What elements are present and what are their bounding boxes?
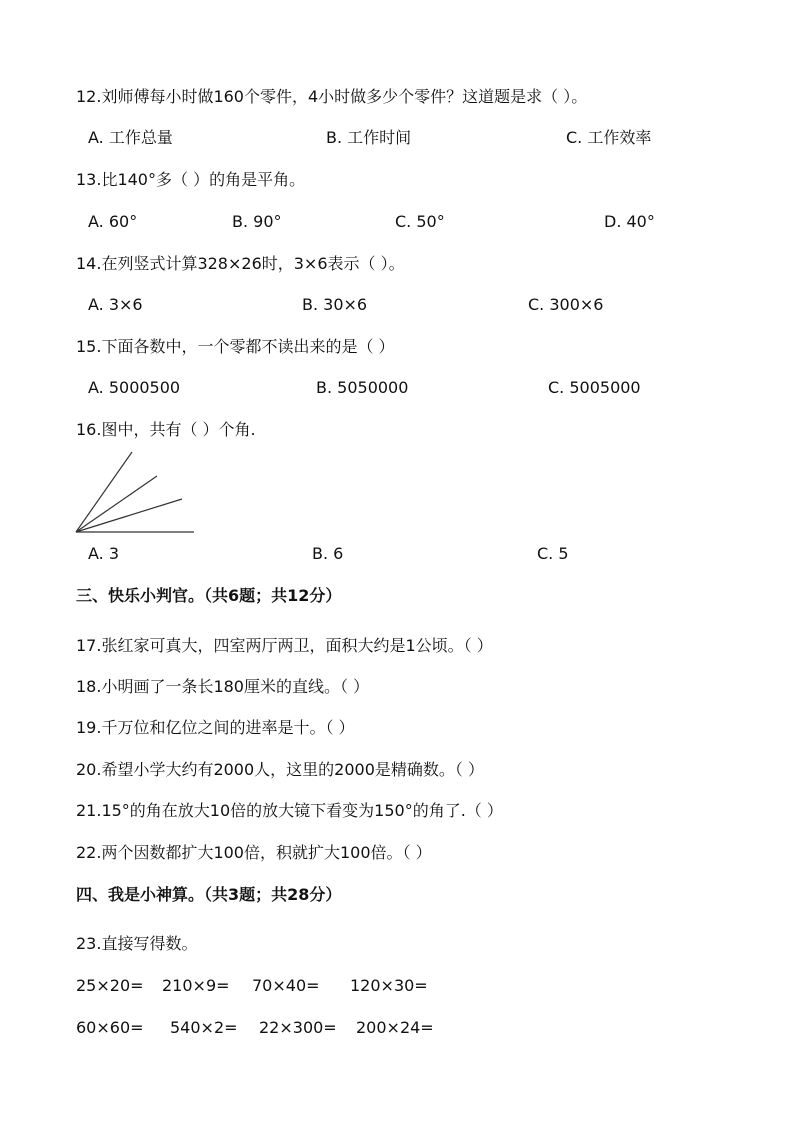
q13-option-a: A. 60° — [88, 212, 138, 231]
angle-ray-1 — [76, 499, 182, 532]
question-19: 19.千万位和亿位之间的进率是十。（ ） — [76, 718, 355, 737]
q12-option-a: A. 工作总量 — [88, 128, 173, 147]
calc-item: 25×20= — [76, 976, 144, 995]
calc-item: 70×40= — [252, 976, 320, 995]
q13-option-c: C. 50° — [395, 212, 445, 231]
question-23: 23.直接写得数。 — [76, 934, 198, 953]
section-3-title: 三、快乐小判官。（共6题；共12分） — [76, 586, 342, 605]
calc-item: 540×2= — [170, 1018, 238, 1037]
q14-option-a: A. 3×6 — [88, 295, 143, 314]
section-4-title: 四、我是小神算。（共3题；共28分） — [76, 885, 342, 904]
q15-option-b: B. 5050000 — [316, 378, 409, 397]
question-17: 17.张红家可真大，四室两厅两卫，面积大约是1公顷。（ ） — [76, 636, 493, 655]
calc-item: 120×30= — [350, 976, 428, 995]
q12-option-c: C. 工作效率 — [566, 128, 652, 147]
q13-option-b: B. 90° — [232, 212, 282, 231]
question-13: 13.比140°多（ ）的角是平角。 — [76, 170, 306, 189]
q15-option-a: A. 5000500 — [88, 378, 181, 397]
q16-option-b: B. 6 — [312, 544, 344, 563]
q13-option-d: D. 40° — [604, 212, 655, 231]
angle-ray-3 — [76, 452, 132, 532]
q14-option-c: C. 300×6 — [528, 295, 604, 314]
question-20: 20.希望小学大约有2000人，这里的2000是精确数。（ ） — [76, 760, 484, 779]
question-15: 15.下面各数中，一个零都不读出来的是（ ） — [76, 337, 395, 356]
q16-option-c: C. 5 — [537, 544, 569, 563]
q12-option-b: B. 工作时间 — [326, 128, 412, 147]
calc-item: 200×24= — [356, 1018, 434, 1037]
q16-option-a: A. 3 — [88, 544, 120, 563]
question-21: 21.15°的角在放大10倍的放大镜下看变为150°的角了.（ ） — [76, 801, 503, 820]
question-18: 18.小明画了一条长180厘米的直线。（ ） — [76, 677, 370, 696]
question-16: 16.图中，共有（ ）个角. — [76, 420, 256, 439]
q14-option-b: B. 30×6 — [302, 295, 368, 314]
q15-option-c: C. 5005000 — [548, 378, 641, 397]
question-22: 22.两个因数都扩大100倍，积就扩大100倍。（ ） — [76, 843, 432, 862]
angle-ray-2 — [76, 476, 157, 532]
angle-figure — [72, 450, 202, 540]
calc-item: 60×60= — [76, 1018, 144, 1037]
calc-item: 22×300= — [259, 1018, 337, 1037]
question-12: 12.刘师傅每小时做160个零件，4小时做多少个零件？这道题是求（ ）。 — [76, 87, 588, 106]
question-14: 14.在列竖式计算328×26时，3×6表示（ ）。 — [76, 254, 405, 273]
calc-item: 210×9= — [162, 976, 230, 995]
